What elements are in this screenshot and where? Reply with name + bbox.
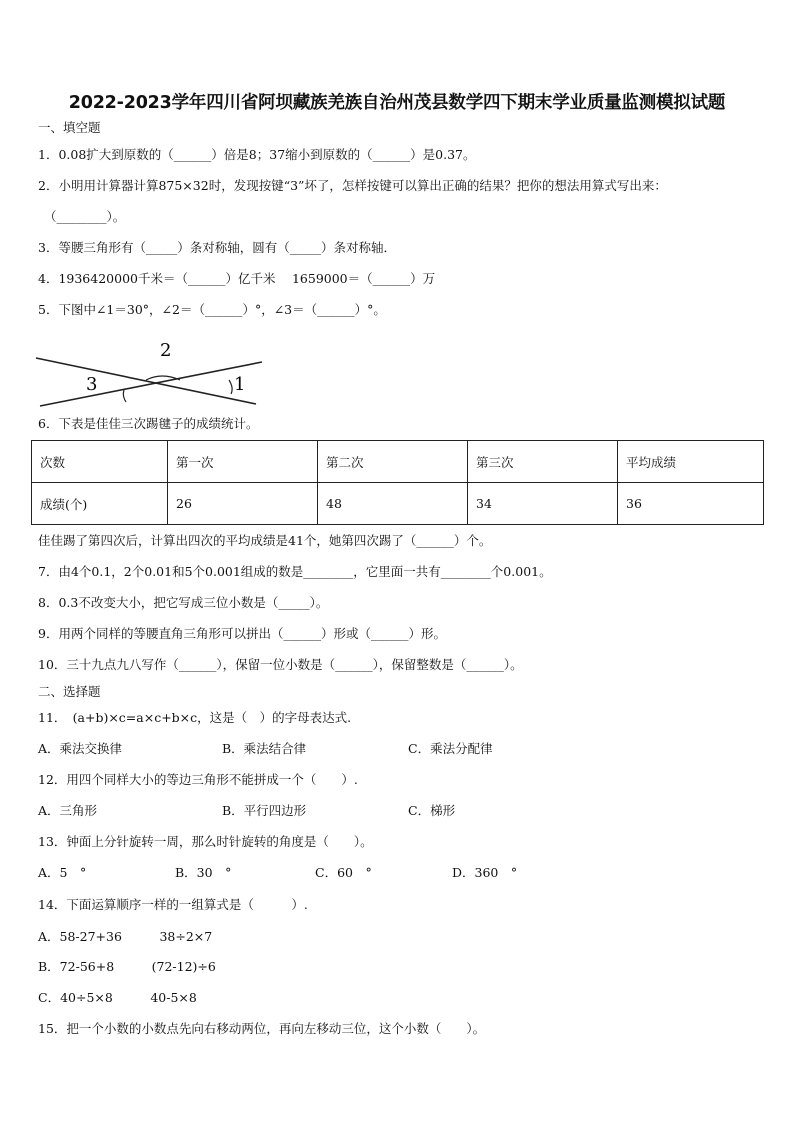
question-15: 15．把一个小数的小数点先向右移动两位，再向左移动三位，这个小数（ ）。 <box>38 1021 486 1036</box>
question-12-option-b: B．平行四边形 <box>222 803 307 818</box>
question-11-option-a: A．乘法交换律 <box>38 741 123 756</box>
question-2-answer: （________）。 <box>44 209 126 224</box>
angle-figure <box>34 338 264 410</box>
question-6: 6．下表是佳佳三次踢毽子的成绩统计。 <box>38 416 259 431</box>
question-8: 8．0.3不改变大小，把它写成三位小数是（_____）。 <box>38 595 329 610</box>
table-cell: 34 <box>468 483 618 525</box>
question-11-option-b: B．乘法结合律 <box>222 741 307 756</box>
question-12: 12．用四个同样大小的等边三角形不能拼成一个（ ）. <box>38 772 358 787</box>
question-13-option-b: B．30 ° <box>175 865 232 880</box>
table-header-cell: 平均成绩 <box>618 441 764 483</box>
table-cell: 36 <box>618 483 764 525</box>
question-13-option-d: D．360 ° <box>452 865 518 880</box>
question-5: 5．下图中∠1＝30°，∠2＝（______）°，∠3＝（______）°。 <box>38 302 386 317</box>
table-cell: 48 <box>318 483 468 525</box>
question-14-option-b: B．72-56+8 (72-12)÷6 <box>38 959 216 974</box>
question-13-option-c: C．60 ° <box>315 865 372 880</box>
table-header-cell: 第一次 <box>168 441 318 483</box>
question-7: 7．由4个0.1，2个0.01和5个0.001组成的数是________，它里面一共有________个0.001。 <box>38 564 552 579</box>
table-header-row <box>32 441 764 483</box>
score-table <box>31 440 764 525</box>
question-14: 14．下面运算顺序一样的一组算式是（ ）. <box>38 897 308 912</box>
angle-1-label: 1 <box>234 374 246 395</box>
table-header-cell: 第三次 <box>468 441 618 483</box>
question-3: 3．等腰三角形有（_____）条对称轴，圆有（_____）条对称轴． <box>38 240 396 255</box>
question-9: 9．用两个同样的等腰直角三角形可以拼出（______）形或（______）形。 <box>38 626 446 641</box>
section-choice: 二、选择题 <box>38 684 101 699</box>
question-10: 10．三十九点九八写作（______），保留一位小数是（______），保留整数是（______）。 <box>38 657 523 672</box>
angle-3-label: 3 <box>86 374 98 395</box>
question-11-option-c: C．乘法分配律 <box>408 741 493 756</box>
section-fill-in: 一、填空题 <box>38 120 101 135</box>
table-header-cell: 第二次 <box>318 441 468 483</box>
question-2: 2．小明用计算器计算875×32时，发现按键“3”坏了，怎样按键可以算出正确的结果？把你的想法用算式写出来： <box>38 178 667 193</box>
table-cell: 成绩(个) <box>32 483 168 525</box>
question-13-option-a: A．5 ° <box>38 865 87 880</box>
question-13: 13．钟面上分针旋转一周，那么时针旋转的角度是（ ）。 <box>38 834 373 849</box>
question-14-option-c: C．40÷5×8 40-5×8 <box>38 990 197 1005</box>
table-cell: 26 <box>168 483 318 525</box>
question-1: 1．0.08扩大到原数的（______）倍是8；37缩小到原数的（______）是0.37。 <box>38 147 476 162</box>
question-14-option-a: A．58-27+36 38÷2×7 <box>38 929 213 944</box>
table-row <box>32 483 764 525</box>
question-6-followup: 佳佳踢了第四次后，计算出四次的平均成绩是41个，她第四次踢了（______）个。 <box>38 533 492 548</box>
question-4: 4．1936420000千米＝（______）亿千米 1659000＝（______）万 <box>38 271 436 286</box>
angle-2-label: 2 <box>160 340 172 361</box>
question-11: 11． (a+b)×c=a×c+b×c，这是（ ）的字母表达式. <box>38 710 352 725</box>
question-12-option-a: A．三角形 <box>38 803 98 818</box>
table-header-cell: 次数 <box>32 441 168 483</box>
question-12-option-c: C．梯形 <box>408 803 456 818</box>
page-title: 2022-2023学年四川省阿坝藏族羌族自治州茂县数学四下期末学业质量监测模拟试题 <box>68 93 726 113</box>
